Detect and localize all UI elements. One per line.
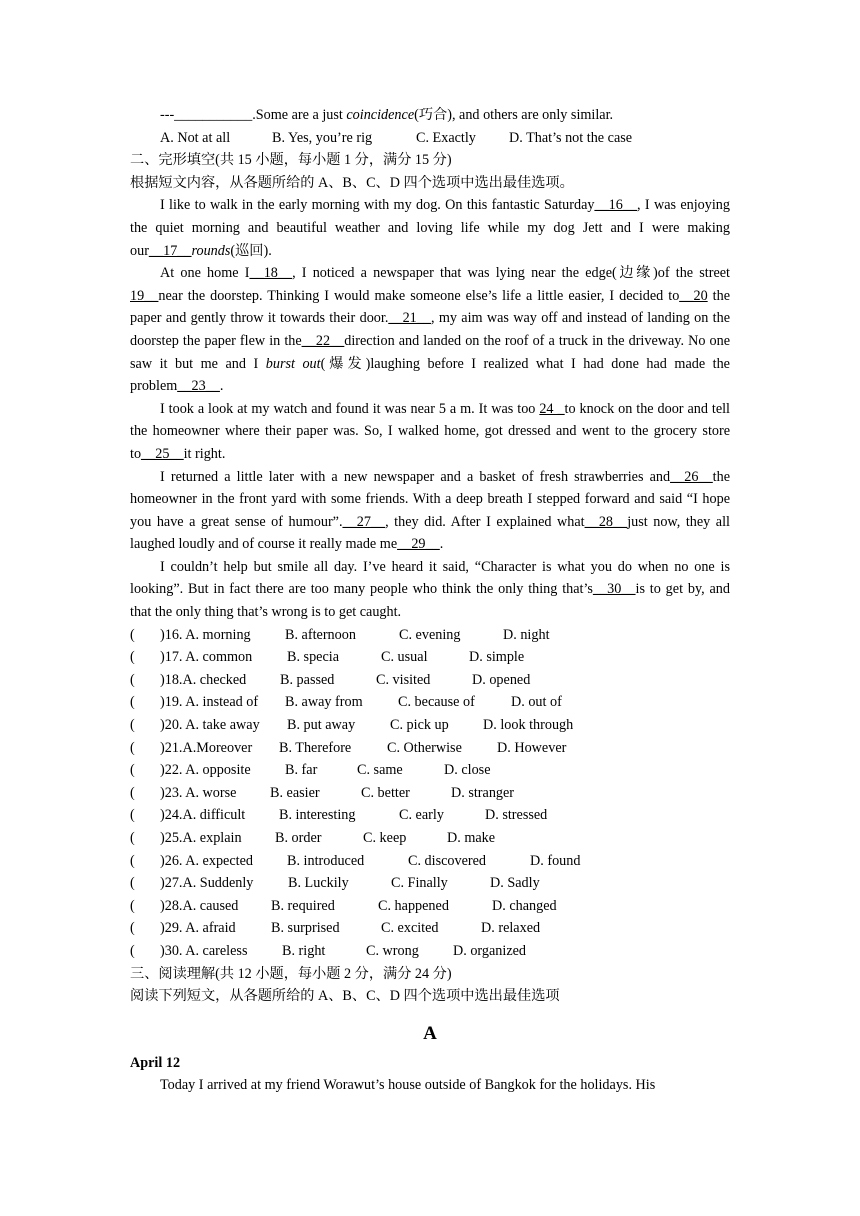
blank-30: __30__ [592,581,636,598]
question-row: ( )20. A. take away B. put away C. pick up D. look through [130,714,730,737]
question-row: ( )21.A.Moreover B. Therefore C. Otherwise D. However [130,737,730,760]
answer-paren[interactable]: ( [130,784,135,801]
passage-paragraph-3: I took a look at my watch and found it was near 5 a m. It was too 24 _to knock on the door and tell the homeowner where their paper was. So, I walked home, got dressed and went to the grocery store to__25__it right. [130,400,730,462]
q15-option-d: D. That’s not the case [509,129,633,146]
question-row: ( )23. A. worse B. easier C. better D. stranger [130,782,730,805]
blank-29: __29__ [397,536,440,553]
section2-heading: 二、完形填空(共 15 小题，每小题 1 分，满分 15 分) [130,152,452,169]
section3-instruction: 阅读下列短文，从各题所给的 A、B、C、D 四个选项中选出最佳选项 [130,988,560,1005]
blank-21: __21__ [388,310,431,327]
cloze-question-list [130,624,730,963]
answer-paren[interactable]: ( [130,852,135,869]
diary-text: Today I arrived at my friend Worawut’s house outside of Bangkok for the holidays. His [160,1077,656,1094]
section3-heading: 三、阅读理解(共 12 小题，每小题 2 分，满分 24 分) [130,965,452,982]
answer-paren[interactable]: ( [130,920,135,937]
question-row: ( )29. A. afraid B. surprised C. excited D. relaxed [130,917,730,940]
passage-paragraph-5: I couldn’t help but smile all day. I’ve heard it said, “Character is what you do when no one is looking”. But in fact there are too many people who think the only thing that’s__30__is to get by, and that the only thing that’s wrong is to get caught. [130,558,730,621]
question-row: ( )22. A. opposite B. far C. same D. close [130,759,730,782]
blank-24: 24 _ [539,400,565,417]
question-row: ( )26. A. expected B. introduced C. discovered D. found [130,850,730,873]
exam-page [130,104,730,1097]
answer-paren[interactable]: ( [130,830,135,846]
blank-25: __25__ [141,445,184,462]
answer-paren[interactable]: ( [130,942,135,959]
answer-paren[interactable]: ( [130,807,135,824]
blank-19: 19__ [130,287,159,304]
answer-paren[interactable]: ( [130,694,135,711]
blank-27: __27__ [342,513,386,530]
passage-paragraph-4: I returned a little later with a new newspaper and a basket of fresh strawberries and__26__the homeowner in the front yard with some friends. With a deep breath I stepped forward and said “I hope you have a great sense of humour”.__27__, they did. After I explained what__28__just now, they all laughed loudly and of course it really made me__29__. [130,468,730,553]
question-row: ( )27.A. Suddenly B. Luckily C. Finally D. Sadly [130,872,730,895]
blank-28: __28__ [584,513,628,530]
question-row: ( )30. A. careless B. right C. wrong D. organized [130,940,730,963]
question-row: ( )24.A. difficult B. interesting C. early D. stressed [130,804,730,827]
answer-paren[interactable]: ( [130,762,135,779]
q15-option-b: B. Yes, you’re rig [272,129,373,146]
q15-options [130,127,730,150]
question-row: ( )25.A. explain B. order C. keep D. make [130,827,730,850]
diary-date: April 12 [130,1054,181,1071]
answer-paren[interactable]: ( [130,717,135,734]
blank-20: __20 [679,287,708,304]
passage-paragraph-2: At one home I__18__, I noticed a newspaper that was lying near the edge(边缘)of the street 19__near the doorstep. Thinking I would make someone else’s life a little easier, I decided to__20 the paper and gently throw it towards their door.__21__, my aim was way off and instead of landing on the doorstep the paper flew in the__22__direction and landed on the roof of a truck in the driveway. No one saw it but me and I burst out(爆发)laughing before I realized what I had done had made the problem__23__. [130,265,731,395]
q15-option-c: C. Exactly [416,129,476,146]
answer-paren[interactable]: ( [130,671,135,688]
passage-paragraph-1: I like to walk in the early morning with my dog. On this fantastic Saturday__16__, I was enjoying the quiet morning and beautiful weather and loving life while my dog Jett and I were making our__17__rounds(巡回). [130,197,730,259]
q15-stem: ---___________.Some are a just coincidence(巧合), and others are only similar. [160,107,614,123]
question-row: ( )17. A. common B. specia C. usual D. simple [130,646,730,669]
question-row: ( )19. A. instead of B. away from C. because of D. out of [130,691,730,714]
blank-17: __17__ [148,242,192,259]
blank-18: __18__ [249,265,293,282]
blank-22: __22__ [301,332,345,349]
blank-26: __26__ [670,468,713,485]
answer-paren[interactable]: ( [130,739,135,756]
section2-instruction: 根据短文内容，从各题所给的 A、B、C、D 四个选项中选出最佳选项。 [130,174,574,191]
reading-part-title: A [423,1022,437,1044]
answer-paren[interactable]: ( [130,875,135,892]
question-row: ( )28.A. caused B. required C. happened D. changed [130,895,730,918]
answer-paren[interactable]: ( [130,626,135,643]
question-row: ( )16. A. morning B. afternoon C. evening D. night [130,624,730,647]
q15-option-a: A. Not at all [160,129,231,146]
answer-paren[interactable]: ( [130,649,135,666]
answer-paren[interactable]: ( [130,897,135,914]
blank-16: __16__ [594,197,638,214]
blank-23: __23__ [177,378,220,395]
question-row: ( )18.A. checked B. passed C. visited D. opened [130,669,730,692]
